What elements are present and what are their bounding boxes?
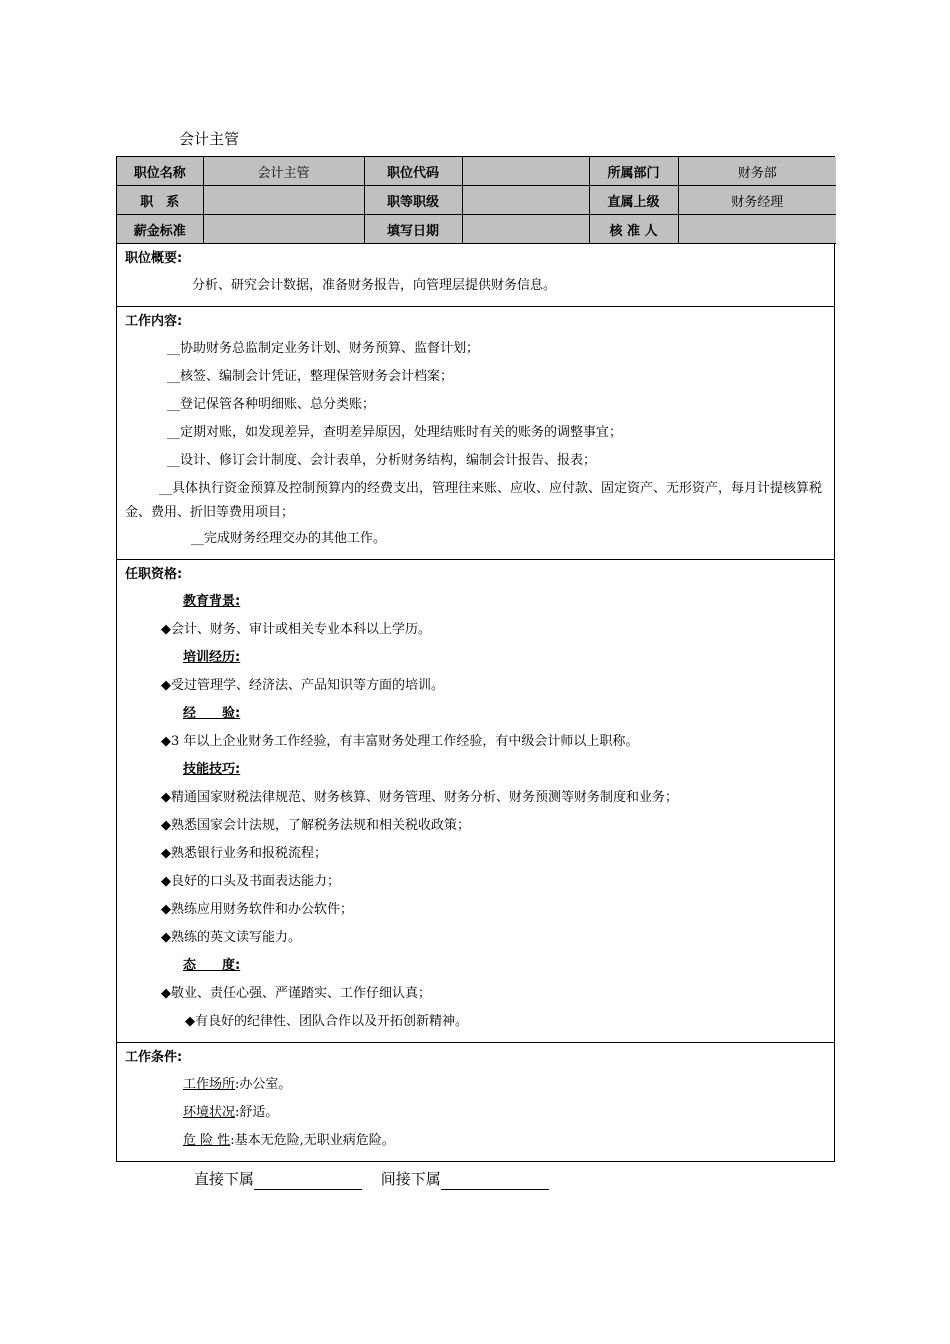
header-table: [117, 157, 836, 244]
duty-item: __登记保管各种明细账、总分类账；: [167, 397, 376, 412]
value-department: 财务部: [678, 157, 836, 186]
header-row: [117, 157, 836, 186]
skill-item: ◆熟悉银行业务和报税流程；: [161, 846, 328, 861]
summary-text: 分析、研究会计数据，准备财务报告，向管理层提供财务信息。: [192, 278, 557, 293]
value-position-code: [462, 157, 589, 186]
training-item: ◆受过管理学、经济法、产品知识等方面的培训。: [161, 678, 445, 693]
value-job-family: [203, 186, 364, 215]
direct-subordinates-blank: [254, 1173, 362, 1190]
attitude-label: 态 度:: [183, 958, 241, 973]
value-grade: [462, 186, 589, 215]
condition-item: 工作场所:办公室。: [183, 1077, 292, 1092]
label-salary: 薪金标准: [117, 215, 203, 244]
condition-item: 环境状况:舒适。: [183, 1105, 279, 1120]
attitude-item: ◆有良好的纪律性、团队合作以及开拓创新精神。: [185, 1014, 469, 1029]
direct-subordinates-label: 直接下属: [194, 1170, 255, 1188]
duties-title: 工作内容:: [125, 314, 183, 329]
section-duties: [117, 306, 834, 559]
experience-label: 经 验:: [183, 706, 241, 721]
skill-item: ◆精通国家财税法律规范、财务核算、财务管理、财务分析、财务预测等财务制度和业务；: [161, 790, 679, 805]
label-department: 所属部门: [589, 157, 678, 186]
skill-item: ◆熟悉国家会计法规，了解税务法规和相关税收政策；: [161, 818, 471, 833]
value-fill-date: [462, 215, 589, 244]
duty-item: __设计、修订会计制度、会计表单，分析财务结构，编制会计报告、报表；: [167, 453, 597, 468]
skills-label: 技能技巧:: [183, 762, 241, 777]
training-label: 培训经历:: [183, 650, 241, 665]
label-job-family: 职 系: [117, 186, 203, 215]
label-supervisor: 直属上级: [589, 186, 678, 215]
duty-item: __具体执行资金预算及控制预算内的经费支出，管理往来账、应收、应付款、固定资产、无形资产，每月计提核算税金、费用、折旧等费用项目；: [125, 481, 823, 520]
qualifications-title: 任职资格:: [125, 567, 183, 582]
condition-item: 危 险 性:基本无危险,无职业病危险。: [183, 1133, 395, 1148]
summary-title: 职位概要:: [125, 251, 183, 266]
duty-item: __协助财务总监制定业务计划、财务预算、监督计划；: [167, 341, 480, 356]
job-description-sheet: [116, 156, 835, 1162]
value-approver: [678, 215, 836, 244]
indirect-subordinates-blank: [441, 1173, 549, 1190]
skill-item: ◆熟练应用财务软件和办公软件；: [161, 902, 354, 917]
value-salary: [203, 215, 364, 244]
section-qualifications: [117, 559, 834, 1042]
label-grade: 职等职级: [364, 186, 462, 215]
experience-item: ◆3 年以上企业财务工作经验，有丰富财务处理工作经验，有中级会计师以上职称。: [161, 734, 639, 749]
skill-item: ◆良好的口头及书面表达能力；: [161, 874, 341, 889]
label-approver: 核 准 人: [589, 215, 678, 244]
header-row: [117, 215, 836, 244]
subordinates-footer: [194, 1168, 563, 1190]
education-label: 教育背景:: [183, 594, 241, 609]
header-row: [117, 186, 836, 215]
duty-item: __完成财务经理交办的其他工作。: [191, 531, 387, 546]
conditions-title: 工作条件:: [125, 1050, 183, 1065]
label-fill-date: 填写日期: [364, 215, 462, 244]
skill-item: ◆熟练的英文读写能力。: [161, 930, 302, 945]
education-item: ◆会计、财务、审计或相关专业本科以上学历。: [161, 622, 432, 637]
value-position-name: 会计主管: [203, 157, 364, 186]
value-supervisor: 财务经理: [678, 186, 836, 215]
duty-item: __核签、编制会计凭证，整理保管财务会计档案；: [167, 369, 454, 384]
document-title: 会计主管: [179, 130, 240, 148]
label-position-code: 职位代码: [364, 157, 462, 186]
label-position-name: 职位名称: [117, 157, 203, 186]
attitude-item: ◆敬业、责任心强、严谨踏实、工作仔细认真；: [161, 986, 432, 1001]
indirect-subordinates-label: 间接下属: [380, 1170, 441, 1188]
section-conditions: [117, 1042, 834, 1161]
section-summary: [117, 244, 834, 306]
duty-item: __定期对账，如发现差异，查明差异原因，处理结账时有关的账务的调整事宜；: [167, 425, 623, 440]
